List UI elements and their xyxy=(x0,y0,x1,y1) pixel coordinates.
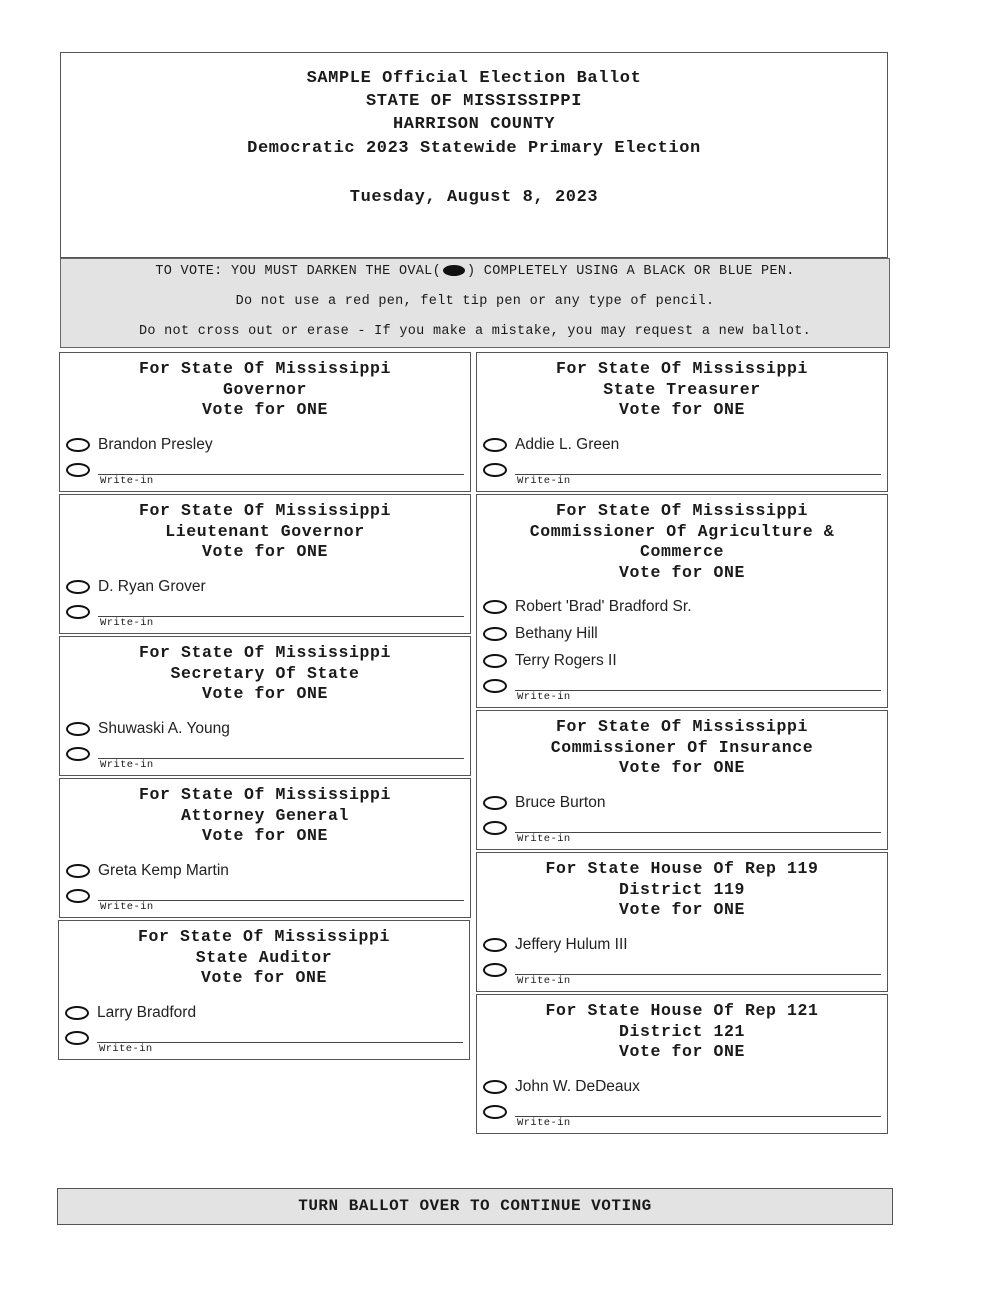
vote-oval-icon[interactable] xyxy=(483,821,507,835)
instruction-line-1-pre: TO VOTE: YOU MUST DARKEN THE OVAL( xyxy=(155,264,441,279)
write-in-label: Write-in xyxy=(517,833,571,845)
write-in-label: Write-in xyxy=(100,901,154,913)
contest-title-line: For State Of Mississippi xyxy=(138,359,392,378)
candidate-name: Terry Rogers II xyxy=(515,652,617,669)
contest-governor xyxy=(59,352,471,492)
contest-header xyxy=(477,1001,887,1063)
candidate-option[interactable] xyxy=(483,793,605,813)
contest-office: Secretary Of State xyxy=(170,663,360,683)
contest-title-line: For State Of Mississippi xyxy=(555,359,809,378)
contest-title-line: For State House Of Rep 119 xyxy=(545,859,819,878)
contest-header xyxy=(59,927,469,989)
write-in-option[interactable] xyxy=(66,887,464,911)
candidate-name: Shuwaski A. Young xyxy=(98,720,230,737)
contest-title-line: For State Of Mississippi xyxy=(138,785,392,804)
contest-office: Governor xyxy=(222,379,307,399)
contest-header xyxy=(477,859,887,921)
vote-oval-icon[interactable] xyxy=(483,1080,507,1094)
vote-for-instruction: Vote for ONE xyxy=(201,542,329,561)
vote-oval-icon[interactable] xyxy=(483,796,507,810)
contest-title-line: For State Of Mississippi xyxy=(137,927,391,946)
contest-state-auditor xyxy=(58,920,470,1060)
candidate-option[interactable] xyxy=(483,935,628,955)
candidate-option[interactable] xyxy=(483,651,617,671)
contest-office: State Auditor xyxy=(195,947,333,967)
write-in-option[interactable] xyxy=(66,603,464,627)
vote-oval-icon[interactable] xyxy=(66,722,90,736)
contest-office: Attorney General xyxy=(180,805,350,825)
write-in-label: Write-in xyxy=(517,691,571,703)
vote-oval-icon[interactable] xyxy=(483,600,507,614)
contest-office: District 119 xyxy=(618,879,746,899)
vote-oval-icon[interactable] xyxy=(483,627,507,641)
contest-header xyxy=(60,785,470,847)
vote-oval-icon[interactable] xyxy=(65,1031,89,1045)
vote-oval-icon[interactable] xyxy=(483,438,507,452)
contest-title-line: For State Of Mississippi xyxy=(138,501,392,520)
contest-attorney-general xyxy=(59,778,471,918)
candidate-option[interactable] xyxy=(66,719,230,739)
contest-state-house-119 xyxy=(476,852,888,992)
vote-oval-icon[interactable] xyxy=(483,463,507,477)
contest-title-line: For State Of Mississippi xyxy=(555,717,809,736)
write-in-option[interactable] xyxy=(483,961,881,985)
instruction-line-2: Do not use a red pen, felt tip pen or any type of pencil. xyxy=(235,294,715,309)
contest-title-line: For State Of Mississippi xyxy=(555,501,809,520)
candidate-option[interactable] xyxy=(483,435,619,455)
ballot-header xyxy=(60,52,888,258)
write-in-option[interactable] xyxy=(483,677,881,701)
write-in-option[interactable] xyxy=(65,1029,463,1053)
vote-oval-icon[interactable] xyxy=(66,864,90,878)
vote-for-instruction: Vote for ONE xyxy=(618,1042,746,1061)
write-in-label: Write-in xyxy=(517,475,571,487)
candidate-option[interactable] xyxy=(65,1003,196,1023)
write-in-option[interactable] xyxy=(483,1103,881,1127)
voting-instructions xyxy=(60,258,890,348)
contest-header xyxy=(60,501,470,563)
candidate-name: Robert 'Brad' Bradford Sr. xyxy=(515,598,692,615)
contest-office: Lieutenant Governor xyxy=(165,521,365,541)
candidate-name: John W. DeDeaux xyxy=(515,1078,640,1095)
contest-state-house-121 xyxy=(476,994,888,1134)
ballot-title: SAMPLE Official Election Ballot xyxy=(306,69,642,88)
vote-oval-icon[interactable] xyxy=(66,889,90,903)
instruction-line-1 xyxy=(61,264,889,279)
candidate-name: Addie L. Green xyxy=(515,436,620,453)
contest-office: District 121 xyxy=(618,1021,746,1041)
write-in-label: Write-in xyxy=(100,475,154,487)
vote-for-instruction: Vote for ONE xyxy=(618,900,746,919)
state-name: STATE OF MISSISSIPPI xyxy=(365,92,583,111)
write-in-option[interactable] xyxy=(66,461,464,485)
vote-for-instruction: Vote for ONE xyxy=(201,400,329,419)
write-in-label: Write-in xyxy=(517,1117,571,1129)
candidate-option[interactable] xyxy=(66,577,206,597)
contest-header xyxy=(60,643,470,705)
candidate-option[interactable] xyxy=(483,624,598,644)
vote-oval-icon[interactable] xyxy=(66,438,90,452)
vote-oval-icon[interactable] xyxy=(66,463,90,477)
contest-commissioner-agriculture xyxy=(476,494,888,708)
contest-header xyxy=(477,717,887,779)
vote-oval-icon[interactable] xyxy=(66,605,90,619)
vote-oval-icon[interactable] xyxy=(483,1105,507,1119)
election-name: Democratic 2023 Statewide Primary Election xyxy=(247,139,701,158)
candidate-option[interactable] xyxy=(66,435,213,455)
write-in-option[interactable] xyxy=(66,745,464,769)
contest-office: State Treasurer xyxy=(603,379,761,399)
candidate-name: D. Ryan Grover xyxy=(98,578,206,595)
write-in-label: Write-in xyxy=(517,975,571,987)
contest-office: Commissioner Of Agriculture & xyxy=(529,521,835,541)
write-in-option[interactable] xyxy=(483,461,881,485)
filled-oval-icon xyxy=(443,265,465,276)
vote-oval-icon[interactable] xyxy=(66,580,90,594)
instruction-line-3: Do not cross out or erase - If you make a mistake, you may request a new ballot. xyxy=(138,324,812,339)
candidate-name: Jeffery Hulum III xyxy=(515,936,628,953)
contest-header xyxy=(60,359,470,421)
candidate-option[interactable] xyxy=(66,861,229,881)
candidate-option[interactable] xyxy=(483,1077,640,1097)
county-name: HARRISON COUNTY xyxy=(392,115,556,134)
write-in-label: Write-in xyxy=(100,617,154,629)
vote-for-instruction: Vote for ONE xyxy=(201,684,329,703)
write-in-label: Write-in xyxy=(99,1043,153,1055)
write-in-option[interactable] xyxy=(483,819,881,843)
candidate-name: Brandon Presley xyxy=(98,436,213,453)
vote-for-instruction: Vote for ONE xyxy=(618,400,746,419)
vote-oval-icon[interactable] xyxy=(66,747,90,761)
election-date: Tuesday, August 8, 2023 xyxy=(349,188,599,207)
vote-oval-icon[interactable] xyxy=(483,679,507,693)
candidate-option[interactable] xyxy=(483,597,692,617)
vote-oval-icon[interactable] xyxy=(483,963,507,977)
contest-commissioner-insurance xyxy=(476,710,888,850)
vote-for-instruction: Vote for ONE xyxy=(201,826,329,845)
vote-for-instruction: Vote for ONE xyxy=(618,562,746,582)
contest-title-line: For State House Of Rep 121 xyxy=(545,1001,819,1020)
candidate-name: Bethany Hill xyxy=(515,625,598,642)
contest-header xyxy=(477,359,887,421)
vote-oval-icon[interactable] xyxy=(483,654,507,668)
instruction-line-1-post: ) COMPLETELY USING A BLACK OR BLUE PEN. xyxy=(467,264,795,279)
contest-title-line: For State Of Mississippi xyxy=(138,643,392,662)
contest-secretary-of-state xyxy=(59,636,471,776)
vote-oval-icon[interactable] xyxy=(483,938,507,952)
candidate-name: Greta Kemp Martin xyxy=(98,862,229,879)
candidate-name: Larry Bradford xyxy=(97,1004,197,1021)
contest-state-treasurer xyxy=(476,352,888,492)
contest-lieutenant-governor xyxy=(59,494,471,634)
vote-for-instruction: Vote for ONE xyxy=(618,758,746,777)
vote-for-instruction: Vote for ONE xyxy=(200,968,328,987)
contest-header xyxy=(477,501,887,583)
vote-oval-icon[interactable] xyxy=(65,1006,89,1020)
contest-office: Commissioner Of Insurance xyxy=(550,737,814,757)
contest-office-cont: Commerce xyxy=(639,542,724,561)
candidate-name: Bruce Burton xyxy=(515,794,606,811)
write-in-label: Write-in xyxy=(100,759,154,771)
turn-over-notice: TURN BALLOT OVER TO CONTINUE VOTING xyxy=(57,1188,893,1225)
